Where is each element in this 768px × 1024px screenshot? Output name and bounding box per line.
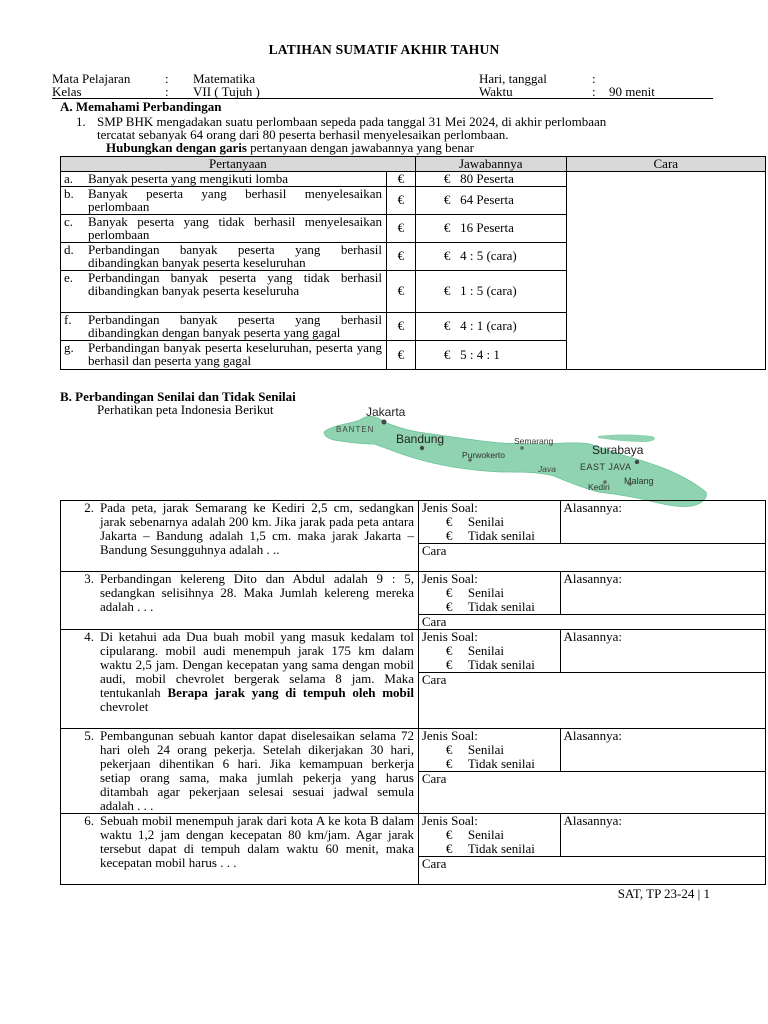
option-tidak-senilai[interactable] xyxy=(422,529,557,543)
reason-cell[interactable] xyxy=(560,814,765,857)
mapel-value: Matematika xyxy=(193,71,256,86)
q1-line1: SMP BHK mengadakan suatu perlombaan sepeda pada tanggal 31 Mei 2024, di akhir perlombaan xyxy=(97,114,607,129)
option-senilai[interactable] xyxy=(422,644,557,658)
question-cell xyxy=(61,630,419,729)
option-tidak-senilai[interactable] xyxy=(422,842,557,856)
question-cell xyxy=(61,172,387,187)
map-label-kediri: Kediri xyxy=(588,482,610,492)
option-label: Senilai xyxy=(467,643,504,658)
option-bullet[interactable]: € xyxy=(445,585,453,600)
map-label-purwokerto: Purwokerto xyxy=(462,450,505,460)
q1-number: 1. xyxy=(76,114,86,129)
option-label: Senilai xyxy=(467,585,504,600)
type-cell xyxy=(418,729,560,772)
colon: : xyxy=(165,84,169,99)
section-b-heading: B. Perbandingan Senilai dan Tidak Senilai xyxy=(60,389,296,404)
answer-cell xyxy=(415,312,566,340)
question-number: 4. xyxy=(84,629,94,644)
answer-cell xyxy=(415,186,566,214)
question-row xyxy=(61,729,766,772)
question-number: 6. xyxy=(84,813,94,828)
question-cell xyxy=(61,312,387,340)
option-label: Tidak senilai xyxy=(467,657,535,672)
type-label: Jenis Soal: xyxy=(421,571,478,586)
match-bullet-left[interactable]: € xyxy=(386,270,415,312)
option-senilai[interactable] xyxy=(422,828,557,842)
method-label: Cara xyxy=(421,856,447,871)
row-question: Banyak peserta yang mengikuti lomba xyxy=(88,171,289,186)
match-bullet-left[interactable]: € xyxy=(386,172,415,187)
option-bullet[interactable]: € xyxy=(445,528,453,543)
mapel-label: Mata Pelajaran xyxy=(52,71,131,86)
type-label: Jenis Soal: xyxy=(421,629,478,644)
question-cell xyxy=(61,729,419,814)
reason-label: Alasannya: xyxy=(563,629,623,644)
method-cell[interactable] xyxy=(418,544,765,572)
answer-text: 16 Peserta xyxy=(460,220,514,236)
waktu-value: 90 menit xyxy=(609,84,655,99)
option-senilai[interactable] xyxy=(422,743,557,757)
question-cell xyxy=(61,340,387,369)
option-bullet[interactable]: € xyxy=(445,643,453,658)
question-text: Sebuah mobil menempuh jarak dari kota A ke kota B dalam waktu 1,2 jam dengan kecepatan 80 km/jam. Agar jarak tersebut dapat di tempuh dalam waktu 60 menit, maka kecepatan mobil harus . . . xyxy=(100,813,414,870)
matching-table xyxy=(60,156,766,370)
match-bullet-right[interactable]: € xyxy=(443,220,451,236)
question-row xyxy=(61,501,766,544)
page-title: LATIHAN SUMATIF AKHIR TAHUN xyxy=(268,42,500,57)
type-cell xyxy=(418,501,560,544)
option-bullet[interactable]: € xyxy=(445,657,453,672)
answer-text: 4 : 1 (cara) xyxy=(460,318,517,334)
option-tidak-senilai[interactable] xyxy=(422,658,557,672)
option-senilai[interactable] xyxy=(422,515,557,529)
type-cell xyxy=(418,814,560,857)
map-label-bandung: Bandung xyxy=(396,432,445,446)
map-label-malang: Malang xyxy=(624,476,654,486)
type-label: Jenis Soal: xyxy=(421,813,478,828)
proportion-table xyxy=(60,500,766,885)
answer-text: 80 Peserta xyxy=(460,171,514,186)
question-cell xyxy=(61,501,419,572)
method-cell[interactable] xyxy=(418,615,765,630)
row-question: Perbandingan banyak peserta yang berhasil dibandingkan dengan banyak peserta yang gagal xyxy=(88,311,382,340)
match-bullet-left[interactable]: € xyxy=(386,312,415,340)
q1-line2: tercatat sebanyak 64 orang dari 80 peserta berhasil menyelesaikan perlombaan. xyxy=(97,127,509,142)
option-label: Senilai xyxy=(467,742,504,757)
row-letter: c. xyxy=(64,213,74,229)
map-label-semarang: Semarang xyxy=(514,436,554,446)
option-senilai[interactable] xyxy=(422,586,557,600)
row-question: Perbandingan banyak peserta yang berhasil dibandingkan banyak peserta keseluruhan xyxy=(88,241,382,270)
colon: : xyxy=(592,71,596,86)
option-bullet[interactable]: € xyxy=(445,742,453,757)
method-cell[interactable] xyxy=(418,857,765,885)
option-label: Senilai xyxy=(467,827,504,842)
match-bullet-left[interactable]: € xyxy=(386,186,415,214)
hari-label: Hari, tanggal xyxy=(479,71,547,86)
map-label-java: Java xyxy=(538,464,556,474)
question-text: Perbandingan kelereng Dito dan Abdul adalah 9 : 5, sedangkan selisihnya 28. Maka Jumlah kelereng mereka adalah . . . xyxy=(100,571,414,614)
map-label-east-java: EAST JAVA xyxy=(580,462,632,472)
col-header-answer: Jawabannya xyxy=(415,157,566,172)
answer-cell xyxy=(415,340,566,369)
answer-cell xyxy=(415,172,566,187)
kelas-value: VII ( Tujuh ) xyxy=(193,84,260,99)
option-bullet[interactable]: € xyxy=(445,599,453,614)
question-row xyxy=(61,814,766,857)
java-map xyxy=(322,400,708,512)
question-number: 3. xyxy=(84,571,94,586)
match-bullet-right[interactable]: € xyxy=(443,192,451,208)
footer: SAT, TP 23-24 | 1 xyxy=(617,886,710,901)
question-row xyxy=(61,630,766,673)
question-row xyxy=(61,572,766,615)
row-question: Banyak peserta yang berhasil menyelesaikan perlombaan xyxy=(88,185,382,214)
question-number: 2. xyxy=(84,500,94,515)
section-a-heading: A. Memahami Perbandingan xyxy=(60,99,222,114)
row-letter: e. xyxy=(64,269,74,285)
match-bullet-right[interactable]: € xyxy=(443,318,451,334)
method-cell[interactable] xyxy=(418,673,765,729)
method-label: Cara xyxy=(421,672,447,687)
row-letter: b. xyxy=(64,185,74,201)
option-bullet[interactable]: € xyxy=(445,756,453,771)
type-cell xyxy=(418,630,560,673)
question-text: Pada peta, jarak Semarang ke Kediri 2,5 cm, sedangkan jarak sebenarnya adalah 200 km. Jika jarak pada peta antara Jakarta – Bandung adalah 1,5 cm. maka jarak Jakarta – Bandung Sesungguhnya adalah . .. xyxy=(100,500,414,557)
option-label: Tidak senilai xyxy=(467,528,535,543)
reason-label: Alasannya: xyxy=(563,813,623,828)
type-label: Jenis Soal: xyxy=(421,728,478,743)
question-cell xyxy=(61,572,419,630)
question-text: Di ketahui ada Dua buah mobil yang masuk kedalam tol cipularang. mobil audi menempuh jarak 175 km dalam waktu 2,5 jam. Dengan kecepatan yang sama dengan mobil audi, mobil chevrolet bergerak selama 8 jam. Maka tentukanlah xyxy=(100,629,414,700)
row-letter: f. xyxy=(64,311,72,327)
row-letter: g. xyxy=(64,339,74,355)
question-cell xyxy=(61,214,387,242)
colon: : xyxy=(165,71,169,86)
matching-row xyxy=(61,172,766,187)
question-text: Pembangunan sebuah kantor dapat diselesaikan selama 72 hari oleh 24 orang pekerja. Setelah dikerjakan 30 hari, pekerjaan dihentikan 6 hari. Jika kemampuan berkerja setiap orang sama, maka jumlah pekerja yang harus ditambah agar pekerjaan selesai sesuai jadwal semula adalah . . . xyxy=(100,728,414,813)
instruction xyxy=(106,140,474,156)
map-label-surabaya: Surabaya xyxy=(592,443,644,457)
option-label: Tidak senilai xyxy=(467,841,535,856)
map-intro: Perhatikan peta Indonesia Berikut xyxy=(97,402,274,417)
type-label: Jenis Soal: xyxy=(421,500,478,515)
option-bullet[interactable]: € xyxy=(445,514,453,529)
method-cell[interactable] xyxy=(418,772,765,814)
answer-text: 5 : 4 : 1 xyxy=(460,346,500,362)
row-question: Perbandingan banyak peserta yang tidak berhasil dibandingkan banyak peserta keseluruha xyxy=(88,269,382,298)
method-label: Cara xyxy=(421,614,447,629)
question-cell xyxy=(61,186,387,214)
option-bullet[interactable]: € xyxy=(445,841,453,856)
method-cell[interactable] xyxy=(566,172,765,370)
row-question: Perbandingan banyak peserta keseluruhan, peserta yang berhasil dan peserta yang gagal xyxy=(88,339,382,368)
map-label-banten: BANTEN xyxy=(336,425,375,434)
method-label: Cara xyxy=(421,543,447,558)
match-bullet-right[interactable]: € xyxy=(443,283,451,299)
col-header-question: Pertanyaan xyxy=(61,157,416,172)
reason-cell[interactable] xyxy=(560,501,765,544)
option-bullet[interactable]: € xyxy=(445,827,453,842)
reason-label: Alasannya: xyxy=(563,500,623,515)
answer-cell xyxy=(415,214,566,242)
colon: : xyxy=(592,84,596,99)
method-label: Cara xyxy=(421,771,447,786)
option-label: Senilai xyxy=(467,514,504,529)
answer-text: 4 : 5 (cara) xyxy=(460,248,517,264)
question-number: 5. xyxy=(84,728,94,743)
option-label: Tidak senilai xyxy=(467,599,535,614)
reason-cell[interactable] xyxy=(560,729,765,772)
instruction-bold: Hubungkan dengan garis xyxy=(106,140,247,155)
question-tail: chevrolet xyxy=(100,699,149,714)
option-label: Tidak senilai xyxy=(467,756,535,771)
instruction-rest: pertanyaan dengan jawabannya yang benar xyxy=(246,140,474,155)
row-question: Banyak peserta yang tidak berhasil menyelesaikan perlombaan xyxy=(88,213,382,242)
waktu-label: Waktu xyxy=(479,84,513,99)
match-bullet-right[interactable]: € xyxy=(443,171,451,186)
match-bullet-left[interactable]: € xyxy=(386,242,415,270)
match-bullet-right[interactable]: € xyxy=(443,248,451,264)
option-tidak-senilai[interactable] xyxy=(422,600,557,614)
reason-cell[interactable] xyxy=(560,630,765,673)
question-cell xyxy=(61,814,419,885)
question-cell xyxy=(61,242,387,270)
kelas-label: Kelas xyxy=(52,84,82,99)
col-header-method: Cara xyxy=(566,157,765,172)
match-bullet-left[interactable]: € xyxy=(386,340,415,369)
match-bullet-right[interactable]: € xyxy=(443,346,451,362)
question-cell xyxy=(61,270,387,312)
answer-text: 1 : 5 (cara) xyxy=(460,283,517,299)
option-tidak-senilai[interactable] xyxy=(422,757,557,771)
reason-cell[interactable] xyxy=(560,572,765,615)
type-cell xyxy=(418,572,560,615)
row-letter: a. xyxy=(64,171,74,186)
reason-label: Alasannya: xyxy=(563,571,623,586)
answer-text: 64 Peserta xyxy=(460,192,514,208)
question-bold: Berapa jarak yang di tempuh oleh mobil xyxy=(167,685,415,700)
answer-cell xyxy=(415,270,566,312)
answer-cell xyxy=(415,242,566,270)
map-label-jakarta: Jakarta xyxy=(366,405,406,419)
row-letter: d. xyxy=(64,241,74,257)
match-bullet-left[interactable]: € xyxy=(386,214,415,242)
reason-label: Alasannya: xyxy=(563,728,623,743)
